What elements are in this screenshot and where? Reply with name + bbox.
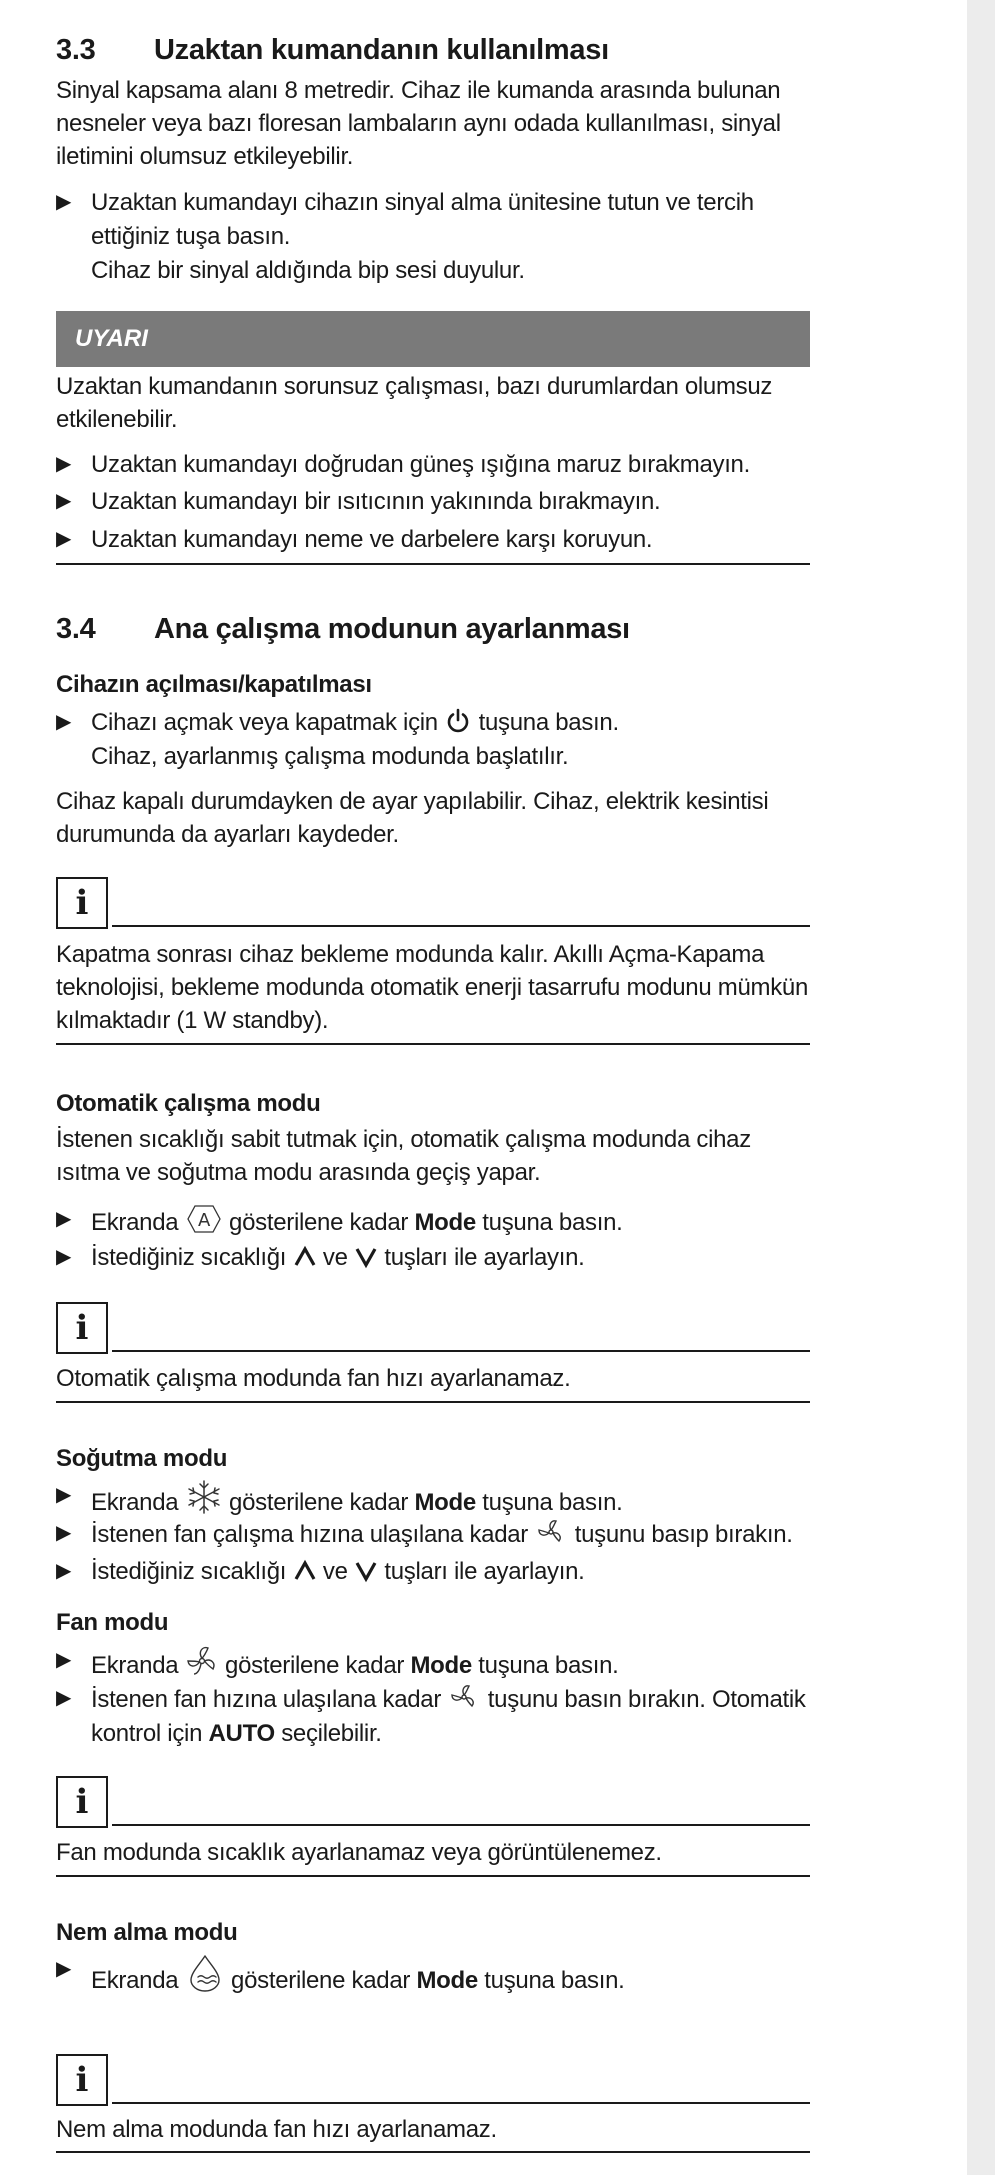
divider	[56, 2151, 810, 2153]
page-margin-strip	[967, 0, 995, 2175]
info-icon: i	[56, 2054, 108, 2106]
bullet-icon: ▶	[56, 1208, 72, 1230]
auto-mode-icon	[185, 1203, 223, 1235]
divider	[56, 1875, 810, 1877]
chevron-down-icon	[354, 1558, 378, 1584]
warning-label: UYARI	[75, 325, 148, 352]
info-header-line	[112, 1824, 810, 1826]
svg-text:A: A	[197, 1210, 210, 1231]
auto-mode-intro: İstenen sıcaklığı sabit tutmak için, otomatik çalışma modunda cihaz ısıtma ve soğutma modu arasında geçiş yapar.	[56, 1126, 751, 1186]
section-number: 3.3	[56, 34, 96, 66]
section-3-3-intro: Sinyal kapsama alanı 8 metredir. Cihaz ile kumanda arasında bulunan nesneler veya bazı floresan lambaların aynı odada kullanılması, sinyal iletimini olumsuz etkileyebilir.	[56, 77, 781, 170]
bullet-icon: ▶	[56, 490, 72, 512]
info-icon: i	[56, 1776, 108, 1828]
dry-mode-info: Nem alma modunda fan hızı ayarlanamaz.	[56, 2116, 497, 2143]
fan-mode-heading: Fan modu	[56, 1609, 169, 1636]
divider	[56, 1401, 810, 1403]
info-standby-text: Kapatma sonrası cihaz bekleme modunda kalır. Akıllı Açma-Kapama teknolojisi, bekleme modunda otomatik enerji tasarrufu modunu mümkün kılmaktadır (1 W standby).	[56, 941, 808, 1034]
onoff-note: Cihaz kapalı durumdayken de ayar yapılabilir. Cihaz, elektrik kesintisi durumunda da ayarları kaydeder.	[56, 788, 769, 848]
power-icon	[444, 707, 472, 735]
snowflake-icon	[185, 1479, 223, 1515]
bullet-icon: ▶	[56, 1687, 72, 1709]
divider	[56, 563, 810, 565]
info-header-line	[112, 2102, 810, 2104]
info-header-line	[112, 925, 810, 927]
info-icon: i	[56, 1302, 108, 1354]
bullet-icon: ▶	[56, 1246, 72, 1268]
section-title: Uzaktan kumandanın kullanılması	[154, 34, 609, 66]
list-item-continuation: ettiğiniz tuşa basın.	[91, 223, 291, 250]
onoff-heading: Cihazın açılması/kapatılması	[56, 671, 372, 698]
bullet-icon: ▶	[56, 1522, 72, 1544]
chevron-up-icon	[293, 1558, 317, 1584]
bullet-icon: ▶	[56, 191, 72, 213]
fan-mode-info: Fan modunda sıcaklık ayarlanamaz veya görüntülenemez.	[56, 1839, 662, 1866]
fan-speed-icon	[447, 1682, 481, 1712]
section-3-4-heading	[56, 611, 630, 647]
step-result: Cihaz bir sinyal aldığında bip sesi duyulur.	[91, 257, 525, 284]
cool-mode-heading: Soğutma modu	[56, 1445, 228, 1472]
section-3-3-heading	[56, 32, 609, 68]
section-title: Ana çalışma modunun ayarlanması	[154, 613, 630, 645]
section-number: 3.4	[56, 613, 96, 645]
chevron-up-icon	[293, 1244, 317, 1270]
fan-speed-icon	[534, 1517, 568, 1547]
bullet-icon: ▶	[56, 1484, 72, 1506]
auto-mode-heading: Otomatik çalışma modu	[56, 1090, 321, 1117]
fan-mode-icon	[185, 1644, 219, 1678]
dry-mode-heading: Nem alma modu	[56, 1919, 238, 1946]
bullet-icon: ▶	[56, 1560, 72, 1582]
warning-text: Uzaktan kumandanın sorunsuz çalışması, bazı durumlardan olumsuz etkilenebilir.	[56, 373, 773, 433]
bullet-icon: ▶	[56, 528, 72, 550]
info-header-line	[112, 1350, 810, 1352]
chevron-down-icon	[354, 1244, 378, 1270]
auto-mode-info: Otomatik çalışma modunda fan hızı ayarlanamaz.	[56, 1365, 571, 1392]
warning-bar	[56, 311, 810, 367]
step-result: Cihaz, ayarlanmış çalışma modunda başlatılır.	[91, 743, 569, 770]
divider	[56, 1043, 810, 1045]
bullet-icon: ▶	[56, 453, 72, 475]
bullet-icon: ▶	[56, 1958, 72, 1980]
info-icon: i	[56, 877, 108, 929]
bullet-icon: ▶	[56, 1649, 72, 1671]
water-drop-icon	[185, 1953, 225, 1993]
list-item-continuation: kontrol için AUTO seçilebilir.	[91, 1720, 382, 1747]
bullet-icon: ▶	[56, 711, 72, 733]
